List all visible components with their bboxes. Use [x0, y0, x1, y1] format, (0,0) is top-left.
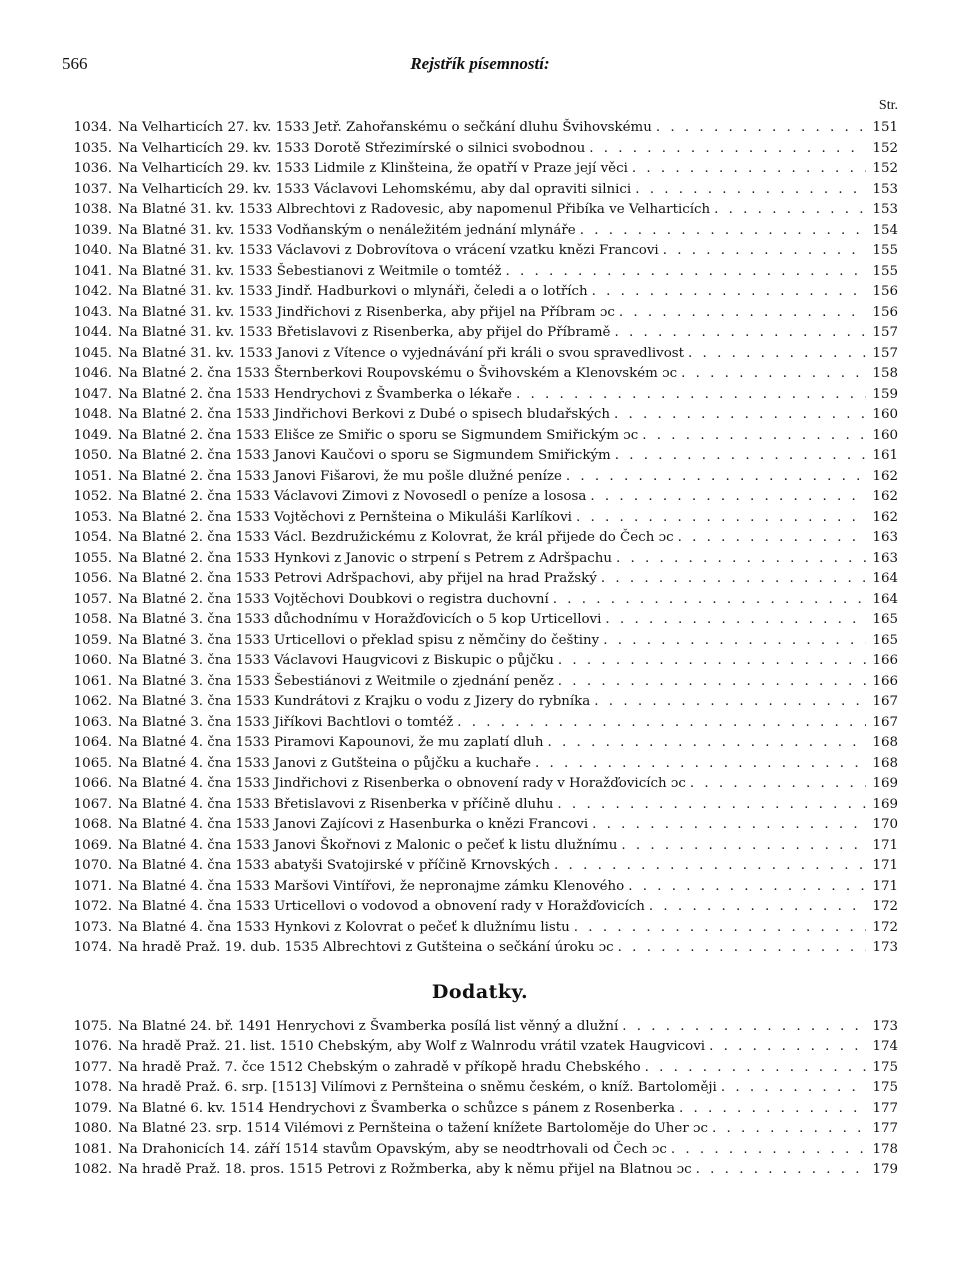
index-entry: [62, 303, 898, 324]
running-title: Rejstřík písemností:: [410, 54, 550, 73]
entry-description: Na Blatné 23. srp. 1514 Vilémovi z Pernšteina o tažení knížete Bartoloměje do Uher ɔc: [118, 1121, 709, 1136]
entry-page-number: 177: [872, 1121, 898, 1136]
entry-page-number: 152: [872, 140, 898, 156]
dot-leader: [544, 733, 866, 754]
entry-page-number: 174: [872, 1039, 898, 1054]
dot-leader: [692, 1160, 866, 1181]
entry-number: 1071.: [73, 878, 112, 894]
entry-page-number: 155: [872, 263, 898, 279]
entry-number: 1072.: [73, 899, 112, 914]
entry-number: 1049.: [73, 427, 112, 443]
dot-leader: [550, 856, 866, 877]
index-entry: [62, 631, 898, 652]
entry-number: 1068.: [73, 817, 112, 832]
entry-description: Na Blatné 2. čna 1533 Janovi Fišarovi, že mu pošle dlužné peníze: [118, 468, 562, 484]
index-entry: [62, 733, 898, 754]
entry-description: Na hradě Praž. 19. dub. 1535 Albrechtovi z Gutšteina o sečkání úroku ɔc: [118, 940, 614, 955]
entry-description: Na Blatné 2. čna 1533 Vojtěchovi z Pernšteina o Mikuláši Karlíkovi: [118, 509, 572, 525]
dot-leader: [553, 795, 866, 816]
index-entry: [62, 1140, 898, 1161]
dot-leader: [628, 159, 866, 180]
entry-description: Na Blatné 3. čna 1533 Urticellovi o překlad spisu z němčiny do češtiny: [118, 632, 600, 648]
entry-description: Na Blatné 4. čna 1533 Urticellovi o vodovod a obnovení rady v Horažďovicích: [118, 899, 645, 914]
entry-list: [62, 118, 898, 959]
index-entry: [62, 692, 898, 713]
entry-number: 1064.: [73, 735, 112, 750]
index-entry: [62, 774, 898, 795]
entry-page-number: 162: [872, 489, 898, 504]
entry-description: Na Blatné 2. čna 1533 Hynkovi z Janovic o strpení s Petrem z Adršpachu: [118, 550, 612, 566]
entry-page-number: 179: [872, 1162, 898, 1177]
entry-page-number: 155: [872, 243, 898, 258]
index-entry: [62, 549, 898, 570]
entry-description: Na Blatné 2. čna 1533 Elišce ze Smiřic o sporu se Sigmundem Smiřickým ɔc: [118, 427, 639, 443]
entry-number: 1057.: [73, 591, 112, 607]
index-entry: [62, 467, 898, 488]
dot-leader: [588, 815, 866, 836]
dot-leader: [562, 467, 866, 488]
entry-description: Na Blatné 3. čna 1533 Václavovi Haugvicovi z Biskupic o půjčku: [118, 653, 554, 668]
entry-number: 1042.: [73, 284, 112, 299]
entry-page-number: 172: [872, 919, 898, 935]
entry-page-number: 161: [872, 448, 898, 463]
addenda-entry-list: [62, 1017, 898, 1181]
entry-number: 1078.: [73, 1080, 112, 1095]
entry-page-number: 168: [872, 755, 898, 771]
entry-description: Na Blatné 3. čna 1533 důchodnímu v Horažďovicích o 5 kop Urticellovi: [118, 612, 602, 627]
index-entry: [62, 344, 898, 365]
entry-page-number: 159: [872, 386, 898, 402]
entry-page-number: 156: [872, 304, 898, 320]
dot-leader: [667, 1140, 866, 1161]
index-entry: [62, 282, 898, 303]
index-entry: [62, 159, 898, 180]
entry-description: Na hradě Praž. 7. čce 1512 Chebským o zahradě v příkopě hradu Chebského: [118, 1059, 641, 1075]
entry-description: Na Blatné 31. kv. 1533 Václavovi z Dobrovítova o vrácení vzatku knězi Francovi: [118, 243, 659, 258]
index-entry: [62, 754, 898, 775]
entry-page-number: 165: [872, 612, 898, 627]
entry-page-number: 167: [872, 694, 898, 709]
entry-description: Na Blatné 2. čna 1533 Václ. Bezdružickému z Kolovrat, že král přijede do Čech ɔc: [118, 530, 674, 545]
entry-description: Na Blatné 31. kv. 1533 Albrechtovi z Radovesic, aby napomenul Přibíka ve Velharticích: [118, 202, 711, 217]
dot-leader: [618, 1017, 866, 1038]
entry-number: 1034.: [73, 120, 112, 135]
index-entry: [62, 713, 898, 734]
page-header: [62, 54, 898, 84]
dot-leader: [638, 426, 866, 447]
entry-description: Na hradě Praž. 6. srp. [1513] Vilímovi z Pernšteina o sněmu českém, o kníž. Bartoloměji: [118, 1080, 717, 1095]
entry-number: 1055.: [73, 550, 112, 566]
dot-leader: [588, 282, 866, 303]
entry-number: 1079.: [73, 1100, 112, 1116]
entry-number: 1056.: [73, 571, 112, 586]
entry-number: 1059.: [73, 632, 112, 648]
dot-leader: [601, 610, 866, 631]
index-entry: [62, 1037, 898, 1058]
index-entry: [62, 590, 898, 611]
index-entry: [62, 918, 898, 939]
entry-number: 1082.: [73, 1162, 112, 1177]
index-entry: [62, 1078, 898, 1099]
entry-description: Na Blatné 31. kv. 1533 Jindř. Hadburkovi o mlynáři, čeledi a o lotřích: [118, 284, 588, 299]
entry-page-number: 160: [872, 427, 898, 443]
index-entry: [62, 487, 898, 508]
entry-number: 1058.: [73, 612, 112, 627]
index-entry: [62, 446, 898, 467]
entry-description: Na Velharticích 29. kv. 1533 Václavovi Lehomskému, aby dal opraviti silnici: [118, 181, 632, 197]
dot-leader: [615, 303, 866, 324]
entry-description: Na hradě Praž. 21. list. 1510 Chebským, aby Wolf z Walnrodu vrátil vzatek Haugvicovi: [118, 1039, 706, 1054]
entry-number: 1047.: [73, 386, 112, 402]
index-entry: [62, 139, 898, 160]
index-entry: [62, 1099, 898, 1120]
index-entry: [62, 877, 898, 898]
entry-description: Na Blatné 24. bř. 1491 Henrychovi z Švamberka posílá list věnný a dlužní: [118, 1018, 619, 1034]
entry-page-number: 173: [872, 1018, 898, 1034]
index-entry: [62, 180, 898, 201]
dot-leader: [686, 774, 866, 795]
entry-number: 1081.: [73, 1141, 112, 1157]
dot-leader: [570, 918, 866, 939]
index-entry: [62, 200, 898, 221]
dot-leader: [710, 200, 866, 221]
dot-leader: [717, 1078, 866, 1099]
section-title-addenda: Dodatky.: [431, 980, 529, 1003]
entry-page-number: 172: [872, 899, 898, 914]
entry-page-number: 162: [872, 509, 898, 525]
entry-description: Na Blatné 2. čna 1533 Petrovi Adršpachovi, aby přijel na hrad Pražský: [118, 571, 597, 586]
entry-number: 1066.: [73, 776, 112, 791]
dot-leader: [576, 221, 866, 242]
document-page: [62, 54, 898, 1181]
entry-number: 1037.: [73, 181, 112, 197]
dot-leader: [590, 692, 866, 713]
index-entry: [62, 897, 898, 918]
entry-page-number: 171: [872, 878, 898, 894]
dot-leader: [611, 446, 866, 467]
entry-description: Na Blatné 4. čna 1533 Maršovi Vintířovi, že nepronajme zámku Klenového: [118, 878, 625, 894]
index-entry: [62, 528, 898, 549]
entry-description: Na Drahonicích 14. září 1514 stavům Opavským, aby se neodtrhovali od Čech ɔc: [118, 1141, 667, 1157]
dot-leader: [453, 713, 866, 734]
entry-description: Na Blatné 31. kv. 1533 Šebestianovi z Weitmile o tomtéž: [118, 263, 502, 279]
dot-leader: [597, 569, 866, 590]
entry-description: Na Velharticích 29. kv. 1533 Dorotě Střezimírské o silnici svobodnou: [118, 140, 586, 156]
entry-number: 1048.: [73, 407, 112, 422]
entry-page-number: 158: [872, 366, 898, 381]
entry-description: Na Blatné 31. kv. 1533 Janovi z Vítence o vyjednávání při králi o svou spravedlivost: [118, 345, 685, 361]
index-entry: [62, 610, 898, 631]
entry-description: Na Blatné 4. čna 1533 Břetislavovi z Risenberka v příčině dluhu: [118, 796, 554, 812]
dot-leader: [554, 651, 866, 672]
dot-leader: [652, 118, 866, 139]
entry-page-number: 157: [872, 345, 898, 361]
entry-page-number: 153: [872, 181, 898, 197]
entry-page-number: 165: [872, 632, 898, 648]
index-entry: [62, 672, 898, 693]
dot-leader: [501, 262, 866, 283]
dot-leader: [645, 897, 866, 918]
dot-leader: [708, 1119, 866, 1140]
index-entry: [62, 262, 898, 283]
dot-leader: [659, 241, 866, 262]
entry-page-number: 178: [872, 1141, 898, 1157]
index-entry: [62, 405, 898, 426]
dot-leader: [674, 528, 866, 549]
entry-description: Na Blatné 2. čna 1533 Vojtěchovi Doubkovi o registra duchovní: [118, 591, 549, 607]
page-column-label: Str.: [878, 98, 898, 113]
dot-leader: [641, 1058, 866, 1079]
index-entry: [62, 323, 898, 344]
entry-number: 1051.: [73, 468, 112, 484]
entry-number: 1053.: [73, 509, 112, 525]
entry-page-number: 164: [872, 591, 898, 607]
dot-leader: [675, 1099, 866, 1120]
entry-description: Na Blatné 31. kv. 1533 Vodňanským o nenáležitém jednání mlynáře: [118, 222, 576, 238]
entry-page-number: 154: [872, 222, 898, 238]
entry-number: 1070.: [73, 858, 112, 873]
index-entry: [62, 118, 898, 139]
entry-description: Na Blatné 4. čna 1533 Hynkovi z Kolovrat o pečeť k dlužnímu listu: [118, 919, 570, 935]
entry-description: Na Blatné 4. čna 1533 Piramovi Kapounovi, že mu zaplatí dluh: [118, 735, 544, 750]
index-entry: [62, 385, 898, 406]
entry-description: Na Blatné 3. čna 1533 Jiříkovi Bachtlovi o tomtéž: [118, 714, 454, 730]
entry-description: Na Blatné 4. čna 1533 Jindřichovi z Risenberka o obnovení rady v Horažďovicích ɔc: [118, 776, 686, 791]
entry-description: Na Blatné 3. čna 1533 Šebestiánovi z Weitmile o zjednání peněz: [118, 673, 554, 689]
index-entry: [62, 426, 898, 447]
entry-description: Na Blatné 31. kv. 1533 Břetislavovi z Risenberka, aby přijel do Příbramě: [118, 325, 611, 340]
entry-description: Na Blatné 4. čna 1533 Janovi Škořnovi z Malonic o pečeť k listu dlužnímu: [118, 837, 618, 853]
dot-leader: [531, 754, 866, 775]
entry-number: 1046.: [73, 366, 112, 381]
index-entry: [62, 1160, 898, 1181]
entry-description: Na Blatné 3. čna 1533 Kundrátovi z Krajku o vodu z Jizery do rybníka: [118, 694, 591, 709]
index-entry: [62, 1058, 898, 1079]
dot-leader: [512, 385, 866, 406]
entry-number: 1060.: [73, 653, 112, 668]
entry-description: Na Blatné 2. čna 1533 Janovi Kaučovi o sporu se Sigmundem Smiřickým: [118, 448, 611, 463]
index-entry: [62, 569, 898, 590]
entry-page-number: 156: [872, 284, 898, 299]
entry-number: 1069.: [73, 837, 112, 853]
entry-number: 1045.: [73, 345, 112, 361]
entry-page-number: 171: [872, 858, 898, 873]
dot-leader: [705, 1037, 866, 1058]
dot-leader: [554, 672, 866, 693]
index-entry: [62, 938, 898, 959]
entry-page-number: 173: [872, 940, 898, 955]
entry-number: 1041.: [73, 263, 112, 279]
entry-description: Na Blatné 2. čna 1533 Hendrychovi z Švamberka o lékaře: [118, 386, 512, 402]
entry-description: Na hradě Praž. 18. pros. 1515 Petrovi z Rožmberka, aby k němu přijel na Blatnou ɔc: [118, 1162, 692, 1177]
entry-page-number: 167: [872, 714, 898, 730]
entry-page-number: 177: [872, 1100, 898, 1116]
dot-leader: [599, 631, 866, 652]
entry-number: 1061.: [73, 673, 112, 689]
dot-leader: [586, 487, 866, 508]
dot-leader: [572, 508, 866, 529]
index-entry: [62, 364, 898, 385]
entry-number: 1067.: [73, 796, 112, 812]
entry-number: 1062.: [73, 694, 112, 709]
entry-page-number: 175: [872, 1059, 898, 1075]
index-entry: [62, 1119, 898, 1140]
entry-number: 1080.: [73, 1121, 112, 1136]
index-entry: [62, 508, 898, 529]
dot-leader: [549, 590, 866, 611]
entry-number: 1065.: [73, 755, 112, 771]
entry-number: 1036.: [73, 161, 112, 176]
entry-page-number: 162: [872, 468, 898, 484]
entry-description: Na Blatné 4. čna 1533 Janovi Zajícovi z Hasenburka o knězi Francovi: [118, 817, 589, 832]
entry-description: Na Velharticích 29. kv. 1533 Lidmile z Klinšteina, že opatří v Praze její věci: [118, 161, 628, 176]
entry-page-number: 175: [872, 1080, 898, 1095]
entry-number: 1075.: [73, 1018, 112, 1034]
index-entry: [62, 221, 898, 242]
entry-number: 1076.: [73, 1039, 112, 1054]
entry-page-number: 166: [872, 653, 898, 668]
dot-leader: [617, 836, 866, 857]
entry-page-number: 169: [872, 796, 898, 812]
dot-leader: [612, 549, 866, 570]
dot-leader: [610, 323, 866, 344]
entry-number: 1050.: [73, 448, 112, 463]
entry-number: 1063.: [73, 714, 112, 730]
entry-number: 1054.: [73, 530, 112, 545]
index-entry: [62, 856, 898, 877]
dot-leader: [631, 180, 866, 201]
entry-number: 1044.: [73, 325, 112, 340]
entry-page-number: 163: [872, 550, 898, 566]
entry-number: 1035.: [73, 140, 112, 156]
dot-leader: [624, 877, 866, 898]
entry-description: Na Blatné 31. kv. 1533 Jindřichovi z Risenberka, aby přijel na Příbram ɔc: [118, 304, 615, 320]
dot-leader: [610, 405, 866, 426]
entry-description: Na Blatné 4. čna 1533 Janovi z Gutšteina o půjčku a kuchaře: [118, 755, 532, 771]
entry-page-number: 151: [872, 120, 898, 135]
entry-number: 1040.: [73, 243, 112, 258]
dot-leader: [677, 364, 866, 385]
index-entry: [62, 241, 898, 262]
entry-number: 1038.: [73, 202, 112, 217]
entry-number: 1039.: [73, 222, 112, 238]
entry-page-number: 163: [872, 530, 898, 545]
entry-page-number: 169: [872, 776, 898, 791]
entry-number: 1043.: [73, 304, 112, 320]
entry-page-number: 166: [872, 673, 898, 689]
index-entry: [62, 836, 898, 857]
entry-page-number: 164: [872, 571, 898, 586]
entry-page-number: 157: [872, 325, 898, 340]
index-entry: [62, 651, 898, 672]
entry-description: Na Blatné 2. čna 1533 Jindřichovi Berkovi z Dubé o spisech bludařských: [118, 407, 611, 422]
dot-leader: [585, 139, 866, 160]
index-entry: [62, 815, 898, 836]
entry-page-number: 153: [872, 202, 898, 217]
dot-leader: [684, 344, 866, 365]
index-entry: [62, 1017, 898, 1038]
entry-page-number: 171: [872, 837, 898, 853]
entry-description: Na Blatné 6. kv. 1514 Hendrychovi z Švamberka o schůzce s pánem z Rosenberka: [118, 1100, 675, 1116]
entry-number: 1073.: [73, 919, 112, 935]
entry-page-number: 168: [872, 735, 898, 750]
entry-description: Na Velharticích 27. kv. 1533 Jetř. Zahořanskému o sečkání dluhu Švihovskému: [118, 120, 652, 135]
entry-number: 1077.: [73, 1059, 112, 1075]
entry-description: Na Blatné 4. čna 1533 abatyši Svatojirské v příčině Krnovských: [118, 858, 551, 873]
entry-page-number: 152: [872, 161, 898, 176]
page-number: 566: [62, 54, 88, 73]
entry-description: Na Blatné 2. čna 1533 Šternberkovi Roupovskému o Švihovském a Klenovském ɔc: [118, 366, 678, 381]
dot-leader: [614, 938, 866, 959]
entry-number: 1052.: [73, 489, 112, 504]
index-entry: [62, 795, 898, 816]
entry-number: 1074.: [73, 940, 112, 955]
entry-description: Na Blatné 2. čna 1533 Václavovi Zimovi z Novosedl o peníze a lososa: [118, 489, 587, 504]
entry-page-number: 160: [872, 407, 898, 422]
entry-page-number: 170: [872, 817, 898, 832]
